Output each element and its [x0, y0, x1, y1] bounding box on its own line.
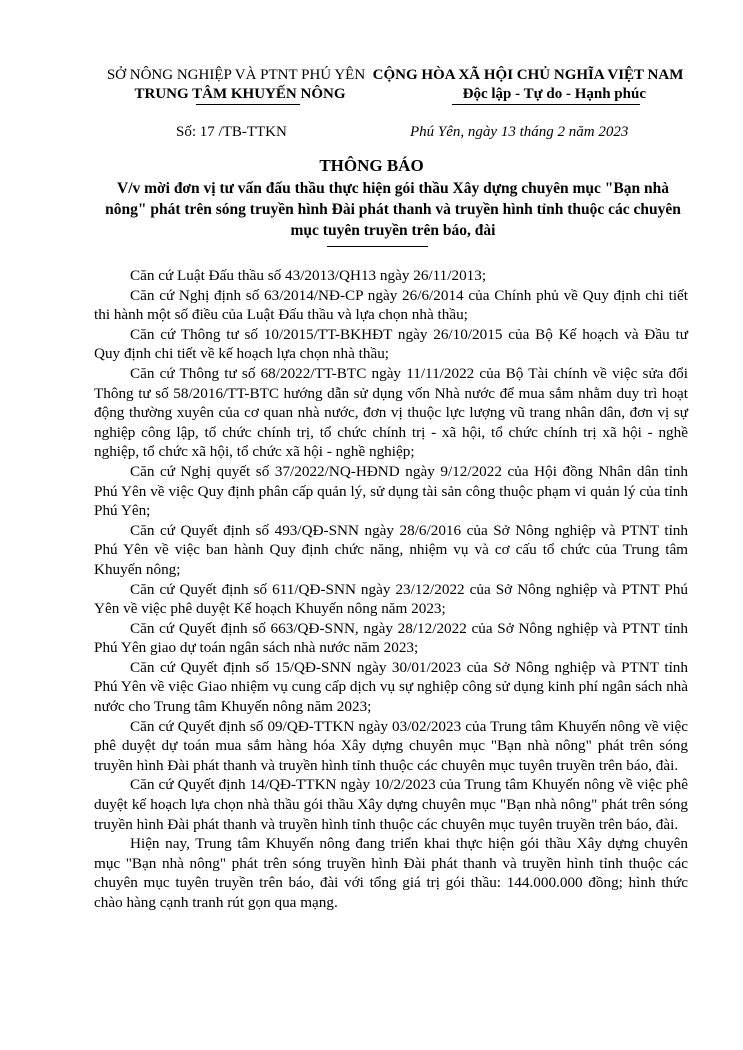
subject-underline [327, 246, 428, 247]
body-paragraph: Căn cứ Quyết định số 493/QĐ-SNN ngày 28/6/2016 của Sở Nông nghiệp và PTNT tỉnh Phú Yên về việc ban hành Quy định chức năng, nhiệm vụ và cơ cấu tổ chức của Trung tâm Khuyến nông; [94, 521, 688, 578]
body-paragraph: Căn cứ Quyết định số 15/QĐ-SNN ngày 30/01/2023 của Sở Nông nghiệp và PTNT tỉnh Phú Yên về việc Giao nhiệm vụ cung cấp dịch vụ sự nghiệp công sử dụng kinh phí ngân sách nhà nước cho Trung tâm Khuyến nông năm 2023; [94, 658, 688, 716]
body-paragraph: Căn cứ Thông tư số 68/2022/TT-BTC ngày 11/11/2022 của Bộ Tài chính về việc sửa đổi Thông tư số 58/2016/TT-BTC hướng dẫn sử dụng vốn Nhà nước để mua sắm nhằm duy trì hoạt động thường xuyên của cơ quan nhà nước, đơn vị thuộc lực lượng vũ trang nhân dân, đơn vị sự nghiệp công lập, tổ chức chính trị, tổ chức chính trị - xã hội, tổ chức chính trị xã hội - nghề nghiệp, tổ chức xã hội, tổ chức xã hội - nghề nghiệp; [94, 364, 688, 461]
body-paragraph: Căn cứ Quyết định số 663/QĐ-SNN, ngày 28/12/2022 của Sở Nông nghiệp và PTNT tỉnh Phú Yên giao dự toán ngân sách nhà nước năm 2023; [94, 619, 688, 657]
issuing-agency-block [100, 66, 372, 104]
body-paragraph: Căn cứ Quyết định số 611/QĐ-SNN ngày 23/12/2022 của Sở Nông nghiệp và PTNT Phú Yên về việc phê duyệt Kế hoạch Khuyến nông năm 2023; [94, 580, 688, 618]
unit-name: TRUNG TÂM KHUYẾN NÔNG [134, 86, 346, 102]
body-paragraph: Căn cứ Quyết định 14/QĐ-TTKN ngày 10/2/2023 của Trung tâm Khuyến nông về việc phê duyệt kế hoạch lựa chọn nhà thầu gói thầu Xây dựng chuyên mục "Bạn nhà nông" phát trên sóng truyền hình Đài phát thanh và truyền hình tỉnh thuộc các chuyên mục tuyên truyền trên báo, đài. [94, 776, 688, 833]
national-header-block [370, 66, 686, 104]
body-paragraph: Căn cứ Nghị quyết số 37/2022/NQ-HĐND ngày 9/12/2022 của Hội đồng Nhân dân tỉnh Phú Yên về việc Quy định phân cấp quản lý, sử dụng tài sản công thuộc phạm vi quản lý của tỉnh Phú Yên; [94, 462, 688, 520]
document-number: Số: 17 /TB-TTKN [176, 124, 287, 140]
document-title: THÔNG BÁO [319, 156, 424, 175]
body-paragraph: Căn cứ Thông tư số 10/2015/TT-BKHĐT ngày 26/10/2015 của Bộ Kế hoạch và Đầu tư Quy định chi tiết về kế hoạch lựa chọn nhà thầu; [94, 325, 688, 363]
body-paragraph: Căn cứ Nghị định số 63/2014/NĐ-CP ngày 26/6/2014 của Chính phủ về Quy định chi tiết thi hành một số điều của Luật Đấu thầu và lựa chọn nhà thầu; [94, 286, 688, 324]
nation-name: CỘNG HÒA XÃ HỘI CHỦ NGHĨA VIỆT NAM [372, 67, 684, 83]
body-paragraph: Hiện nay, Trung tâm Khuyến nông đang triển khai thực hiện gói thầu Xây dựng chuyên mục "Bạn nhà nông" phát trên sóng truyền hình Đài phát thanh và truyền hình tỉnh thuộc các chuyên mục tuyên truyền trên báo, đài với tổng giá trị gói thầu: 144.000.000 đồng; hình thức chào hàng cạnh tranh rút gọn qua mạng. [94, 835, 688, 911]
agency-underline [196, 104, 300, 105]
body-paragraph: Căn cứ Luật Đấu thầu số 43/2013/QH13 ngày 26/11/2013; [130, 267, 487, 284]
department-name: SỞ NÔNG NGHIỆP VÀ PTNT PHÚ YÊN [106, 67, 366, 83]
document-body [94, 266, 688, 913]
document-date: Phú Yên, ngày 13 tháng 2 năm 2023 [410, 124, 629, 140]
body-paragraph: Căn cứ Quyết định số 09/QĐ-TTKN ngày 03/02/2023 của Trung tâm Khuyến nông về việc phê duyệt dự toán mua sắm hàng hóa Xây dựng chuyên mục "Bạn nhà nông" phát trên sóng truyền hình Đài phát thanh và truyền hình tỉnh thuộc các chuyên mục tuyên truyền trên báo, đài. [94, 717, 688, 774]
motto-underline [452, 104, 640, 105]
national-motto: Độc lập - Tự do - Hạnh phúc [462, 86, 646, 102]
document-subject: V/v mời đơn vị tư vấn đấu thầu thực hiện gói thầu Xây dựng chuyên mục "Bạn nhà nông" phát trên sóng truyền hình Đài phát thanh và truyền hình tỉnh thuộc các chuyên mục tuyên truyền trên báo, đài [105, 180, 681, 239]
